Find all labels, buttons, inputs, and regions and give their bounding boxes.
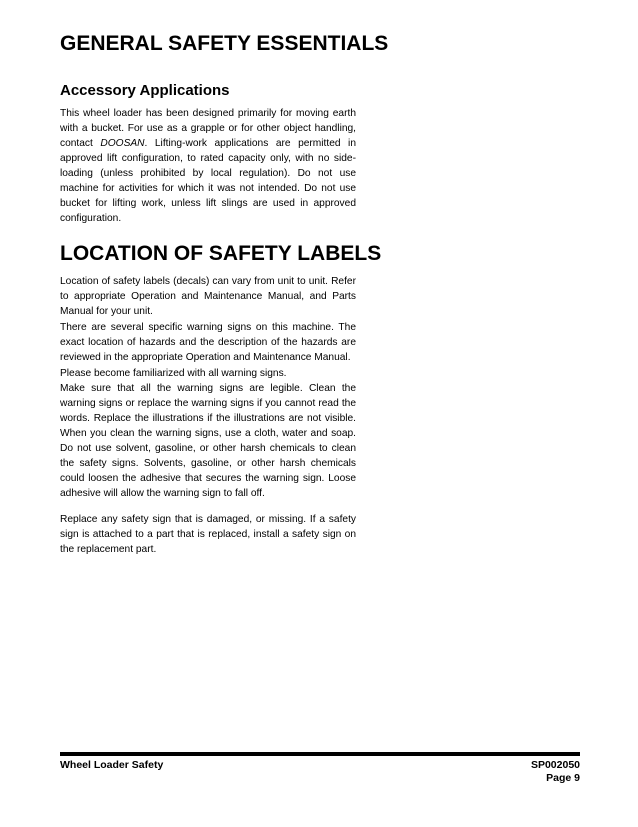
footer-doc-code: SP002050: [530, 759, 580, 771]
location-paragraph-1: Location of safety labels (decals) can vary from unit to unit. Refer to appropriate Operation and Maintenance Manual, and Parts Manual for your unit.: [60, 276, 356, 317]
location-paragraph-4: Make sure that all the warning signs are legible. Clean the warning signs or replace the warning signs if you cannot read the words. Replace the illustrations if the illustrations are not visible. When you clean the warning signs, use a cloth, water and soap. Do not use solvent, gasoline, or other harsh chemicals to clean the safety signs. Solvents, gasoline, or other harsh chemicals could loosen the adhesive that secures the warning sign. Loose adhesive will allow the warning sign to fall off.: [60, 383, 356, 499]
doosan-brand-text: DOOSAN: [100, 138, 145, 149]
subsection-title-accessory-applications: Accessory Applications: [60, 82, 230, 99]
accessory-text-part1: This wheel loader has been designed primarily for moving earth with a bucket. For use as a grapple or for other object handling, contact: [60, 108, 356, 149]
footer-page-number: Page 9: [546, 772, 580, 784]
footer-page-info: [531, 759, 580, 785]
location-paragraph-2: There are several specific warning signs on this machine. The exact location of hazards and the description of the hazards are reviewed in the appropriate Operation and Maintenance Manual.: [60, 322, 356, 363]
section-title-general-safety: GENERAL SAFETY ESSENTIALS: [60, 32, 389, 55]
footer-manual-title: Wheel Loader Safety: [60, 759, 164, 771]
footer-divider: [60, 752, 580, 756]
accessory-text-part2: . Lifting-work applications are permitted in approved lift configuration, to rated capacity only, with no side-loading (unless prohibited by local regulation). Do not use machine for activities for which it was not intended. Do not use bucket for lifting work, unless lift slings are used in approved configuration.: [60, 138, 356, 224]
section-title-location-of-safety-labels: LOCATION OF SAFETY LABELS: [60, 242, 382, 265]
accessory-applications-paragraph: [60, 106, 356, 226]
location-paragraph-3: Please become familiarized with all warning signs.: [60, 368, 287, 379]
location-paragraph-5: Replace any safety sign that is damaged, or missing. If a safety sign is attached to a part that is replaced, install a safety sign on the replacement part.: [60, 514, 356, 555]
